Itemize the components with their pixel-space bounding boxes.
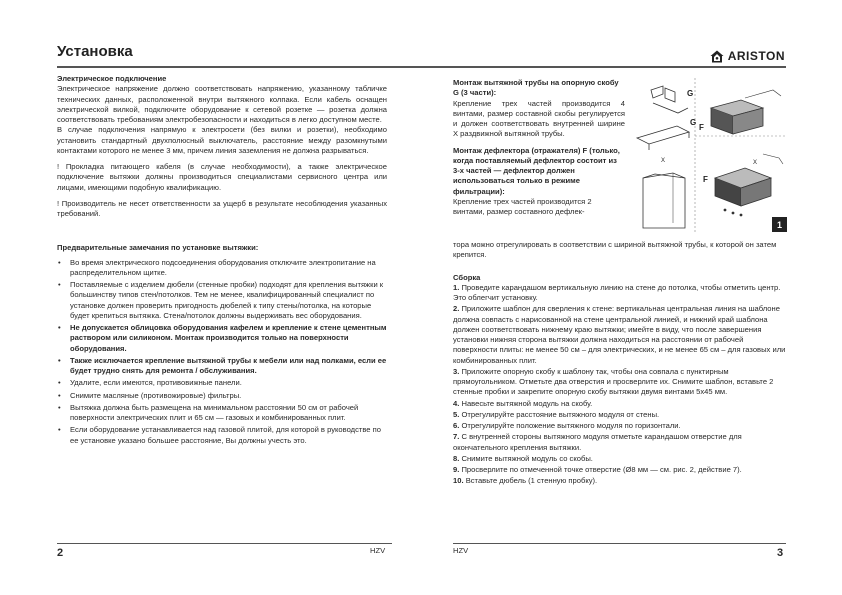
list-item: 10. Вставьте дюбель (1 стенную пробку). xyxy=(453,476,598,486)
pipe-heading: Монтаж вытяжной трубы на опорную скобу G (3 части): xyxy=(453,78,619,98)
pipe-paragraph: Крепление трех частей производится 4 винтами, размер составной скобы регулируется и должен соответствовать внутренней ширине X раздвижной вытяжной трубы. xyxy=(453,98,625,139)
model-code: HZV xyxy=(453,546,469,555)
list-item: • Также исключается крепление вытяжной трубы к мебели или над полками, если ее будет трудно снять для ремонта / обслуживания. xyxy=(57,356,387,377)
figure-number-badge: 1 xyxy=(772,217,787,232)
deflector-paragraph-cont: тора можно отрегулировать в соответствии с шириной вытяжной трубы, к которой он затем крепится. xyxy=(453,240,777,260)
list-item: 1. Проведите карандашом вертикальную линию на стене до потолка, чтобы отметить центр. Это облегчит установку. xyxy=(453,282,781,302)
figure-label-g: G xyxy=(690,118,697,127)
list-item: • Во время электрического подсоединения оборудования отключите электропитание на распределительном щитке. xyxy=(57,258,387,279)
figure-label-f: F xyxy=(703,175,708,184)
hood-chimney-illustration xyxy=(633,78,787,232)
list-item: 6. Отрегулируйте положение вытяжного модуля по горизонтали. xyxy=(453,421,681,430)
list-item: • Не допускается облицовка оборудования кафелем и крепление к стене цементным раствором или силиконом. Монтаж производится только на поверхности оборудования. xyxy=(57,323,387,354)
brand-name: ARISTON xyxy=(727,49,785,63)
right-top-column xyxy=(453,78,625,217)
model-code: HZV xyxy=(370,546,386,555)
deflector-paragraph: Крепление трех частей производится 2 винтами, размер составного дефлек- xyxy=(453,196,592,216)
brand-logo xyxy=(710,49,785,63)
electrical-heading: Электрическое подключение xyxy=(57,74,167,83)
assembly-heading: Сборка xyxy=(453,272,481,282)
left-column xyxy=(57,74,387,448)
list-item: 4. Навесьте вытяжной модуль на скобу. xyxy=(453,398,593,408)
figure-label-g: G xyxy=(687,89,694,98)
list-item: 2. Приложите шаблон для сверления к стене: вертикальная центральная линия на шаблоне должна совпасть с нарисованной на стене центральной линией, и нижний край шаблона должен соответствовать нижнему краю вытяжки; имейте в виду, что после завершения установки нижняя сторона вытяжки должна находиться на расстоянии от рабочей поверхности плиты: не менее 50 см – для электрических, и не менее 65 см – для газовых или комбинированных плит. xyxy=(453,304,786,365)
footer-rule xyxy=(57,543,392,544)
ariston-logo-icon xyxy=(710,50,724,63)
header-rule xyxy=(57,66,786,68)
assembly-steps xyxy=(453,283,786,487)
list-item: 8. Снимите вытяжной модуль со скобы. xyxy=(453,453,593,463)
list-item: • Если оборудование устанавливается над газовой плитой, для которой в руководстве по ее установке указано большее расстояние, Вы должны учесть это. xyxy=(57,425,387,446)
installation-figure xyxy=(633,78,787,232)
list-item: 9. Просверлите по отмеченной точке отверстие (Ø8 мм — см. рис. 2, действие 7). xyxy=(453,465,742,474)
electrical-paragraph: В случае подключения напрямую к электросети (без вилки и розетки), необходимо установить стандартный двухполюсный выключатель, расстояние между разомкнутыми контактами которого не менее 3 мм, причем линия заземления не должна разрываться. xyxy=(57,125,387,155)
figure-label-f: F xyxy=(699,123,704,132)
list-item: • Вытяжка должна быть размещена на минимальном расстоянии 50 см от рабочей поверхности электрических плит и 65 см — газовых и комбинированных плит. xyxy=(57,403,387,424)
electrical-paragraph: Электрическое напряжение должно соответствовать напряжению, указанному табличке технических данных, расположенной внутри вытяжного колпака. Если кабель оснащен электрической вилкой, подключите оборудование к сетевой розетке — розетка должна соответствовать требованиям электробезопасности и находиться в легко доступном месте. xyxy=(57,84,387,124)
page-number: 3 xyxy=(777,547,784,559)
list-item: • Снимите масляные (противожировые) фильтры. xyxy=(57,391,387,401)
electrical-warning: ! Прокладка питающего кабеля (в случае необходимости), а также электрическое подключение вытяжки должны производиться специалистами сервисного центра или лицами, имеющими подобную квалификацию. xyxy=(57,162,387,192)
right-main-column xyxy=(453,240,786,488)
deflector-heading: Монтаж дефлектора (отражателя) F (только, когда поставляемый дефлектор состоит из 3-х частей — дефлектор должен использоваться только в режиме фильтрации): xyxy=(453,145,620,196)
list-item: • Удалите, если имеются, противовижные панели. xyxy=(57,378,387,388)
preliminary-heading: Предварительные замечания по установке вытяжки: xyxy=(57,243,259,253)
preliminary-list xyxy=(57,258,387,446)
figure-label-x: X xyxy=(753,160,758,166)
footer-rule xyxy=(453,543,786,544)
list-item: 7. С внутренней стороны вытяжного модуля отметьте карандашом отверстие для окончательного крепления вытяжки. xyxy=(453,432,742,452)
electrical-warning: ! Производитель не несет ответственности за ущерб в результате несоблюдения указанных требований. xyxy=(57,198,387,218)
page-title: Установка xyxy=(57,43,133,60)
page-number: 2 xyxy=(57,547,64,559)
list-item: 5. Отрегулируйте расстояние вытяжного модуля от стены. xyxy=(453,409,660,419)
list-item: • Поставляемые с изделием дюбели (стенные пробки) подходят для крепления вытяжки к большинству типов стен/потолков. Тем не менее, квалифицированный специалист по установке должен проверить пригодность дюбелей к типу стены/потолка, на которые будет крепиться вытяжка. Стена/потолок должны выдерживать вес оборудования. xyxy=(57,280,387,321)
figure-label-x: X xyxy=(661,158,666,164)
list-item: 3. Приложите опорную скобу к шаблону так, чтобы она совпала с пунктирным прямоугольником. Отметьте два отверстия и просверлите их. Снимите шаблон, вставьте 2 стенные пробки и закрепите опорную скобу вытяжки двумя винтами 5x45 мм. xyxy=(453,366,774,397)
